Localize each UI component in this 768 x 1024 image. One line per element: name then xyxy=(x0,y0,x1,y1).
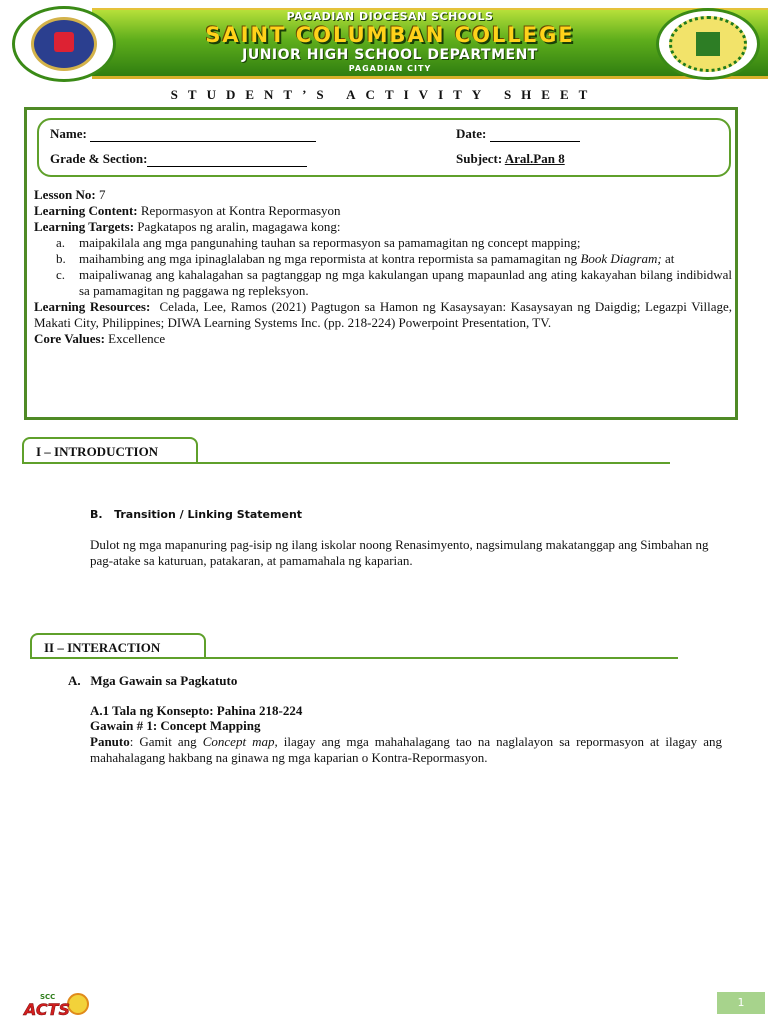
sheet-title: STUDENT’S ACTIVITY SHEET xyxy=(170,87,598,102)
target-item xyxy=(34,235,732,251)
banner-text xyxy=(150,8,630,73)
learning-content-label: Learning Content: xyxy=(34,203,138,218)
target-letter: c. xyxy=(56,267,66,282)
name-field[interactable] xyxy=(50,126,316,142)
interaction-heading: II – INTERACTION xyxy=(30,633,206,659)
learning-targets-row xyxy=(34,219,732,235)
date-field[interactable] xyxy=(456,126,580,142)
target-text: maipaliwanag ang kahalagahan sa pagtanggap ng mga kakulangan upang mapaunlad ang ating kakayahan bilang indibidwal sa pamamagitan ng paggawa ng repleksyon. xyxy=(79,267,732,298)
core-values-value: Excellence xyxy=(108,331,166,346)
subject-label: Subject: xyxy=(456,151,503,166)
target-text-italic: Book Diagram; xyxy=(580,251,662,266)
diocesan-seal-icon xyxy=(12,6,116,82)
date-line[interactable] xyxy=(490,128,580,142)
introduction-heading: I – INTRODUCTION xyxy=(22,437,198,463)
subject-value: Aral.Pan 8 xyxy=(504,151,565,166)
page-number: 1 xyxy=(717,992,765,1014)
activities-title: Mga Gawain sa Pagkatuto xyxy=(90,673,238,688)
city-name: PAGADIAN CITY xyxy=(348,64,432,73)
lesson-details xyxy=(34,187,732,347)
date-label: Date: xyxy=(456,126,487,141)
logo-big-text: ACTS xyxy=(24,1000,71,1019)
grade-section-field[interactable] xyxy=(50,151,307,167)
school-name: SAINT COLUMBAN COLLEGE xyxy=(205,23,575,47)
instructions-text-end: ilagay ang mga mahahalagang tao na naglalayon sa repormasyon at ilagay ang mahahalagang hakbang na ginawa ng mga kaparian o Kontra-Repormasyon. xyxy=(90,734,722,765)
grade-section-line[interactable] xyxy=(147,153,307,167)
learning-resources-label: Learning Resources: xyxy=(34,299,151,314)
department-name: JUNIOR HIGH SCHOOL DEPARTMENT xyxy=(242,47,538,63)
logo-small-text: SCC xyxy=(40,993,56,1001)
instructions xyxy=(90,734,722,766)
targets-list xyxy=(34,235,732,299)
instructions-label: Panuto xyxy=(90,734,130,749)
target-text: maipakilala ang mga pangunahing tauhan sa repormasyon sa pamamagitan ng concept mapping; xyxy=(79,235,581,250)
activities-letter: A. xyxy=(68,673,81,688)
instructions-italic: Concept map, xyxy=(202,734,278,749)
core-values-label: Core Values: xyxy=(34,331,105,346)
learning-resources-row xyxy=(34,299,732,331)
learning-resources-value: Celada, Lee, Ramos (2021) Pagtugon sa Hamon ng Kasaysayan: Kasaysayan ng Daigdig; Legazpi Village, Makati City, Philippines; DIWA Learning Systems Inc. (pp. 218-224) Powerpoint Presentation, TV. xyxy=(34,299,732,330)
learning-content-row xyxy=(34,203,732,219)
target-letter: a. xyxy=(56,235,66,250)
lesson-number-label: Lesson No: xyxy=(34,187,96,202)
diocesan-schools-label: PAGADIAN DIOCESAN SCHOOLS xyxy=(286,10,494,23)
name-label: Name: xyxy=(50,126,87,141)
learning-targets-label: Learning Targets: xyxy=(34,219,135,234)
name-line[interactable] xyxy=(90,128,316,142)
lesson-number-row xyxy=(34,187,732,203)
learning-content-value: Repormasyon at Kontra Repormasyon xyxy=(140,203,341,218)
acts-logo xyxy=(16,990,96,1020)
concept-notes: A.1 Tala ng Konsepto: Pahina 218-224 xyxy=(90,703,303,718)
college-seal-icon xyxy=(656,8,760,80)
transition-subheading xyxy=(90,507,302,523)
transition-body: Dulot ng mga mapanuring pag-isip ng ilang iskolar noong Renasimyento, nagsimulang makatanggap ang Simbahan ng pag-atake sa katuruan, patakaran, at pamamahala ng kaparian. xyxy=(90,537,709,568)
core-values-row xyxy=(34,331,732,347)
target-text-end: at xyxy=(661,251,675,266)
learning-targets-intro: Pagkatapos ng aralin, magagawa kong: xyxy=(137,219,341,234)
target-text: maihambing ang mga ipinaglalaban ng mga repormista at kontra repormista sa pamamagitan ng xyxy=(79,251,581,266)
interaction-divider xyxy=(30,657,678,659)
grade-section-label: Grade & Section: xyxy=(50,151,148,166)
transition-letter: B. xyxy=(90,508,103,521)
activities-heading xyxy=(68,673,237,689)
introduction-divider xyxy=(22,462,670,464)
target-item xyxy=(34,251,732,267)
target-item xyxy=(34,267,732,299)
target-letter: b. xyxy=(56,251,66,266)
lesson-number-value: 7 xyxy=(99,187,106,202)
activity-title: Gawain # 1: Concept Mapping xyxy=(90,718,261,733)
header-banner xyxy=(0,0,768,80)
subject-field xyxy=(456,151,565,167)
instructions-text: : Gamit ang xyxy=(129,734,203,749)
transition-title: Transition / Linking Statement xyxy=(114,508,303,521)
